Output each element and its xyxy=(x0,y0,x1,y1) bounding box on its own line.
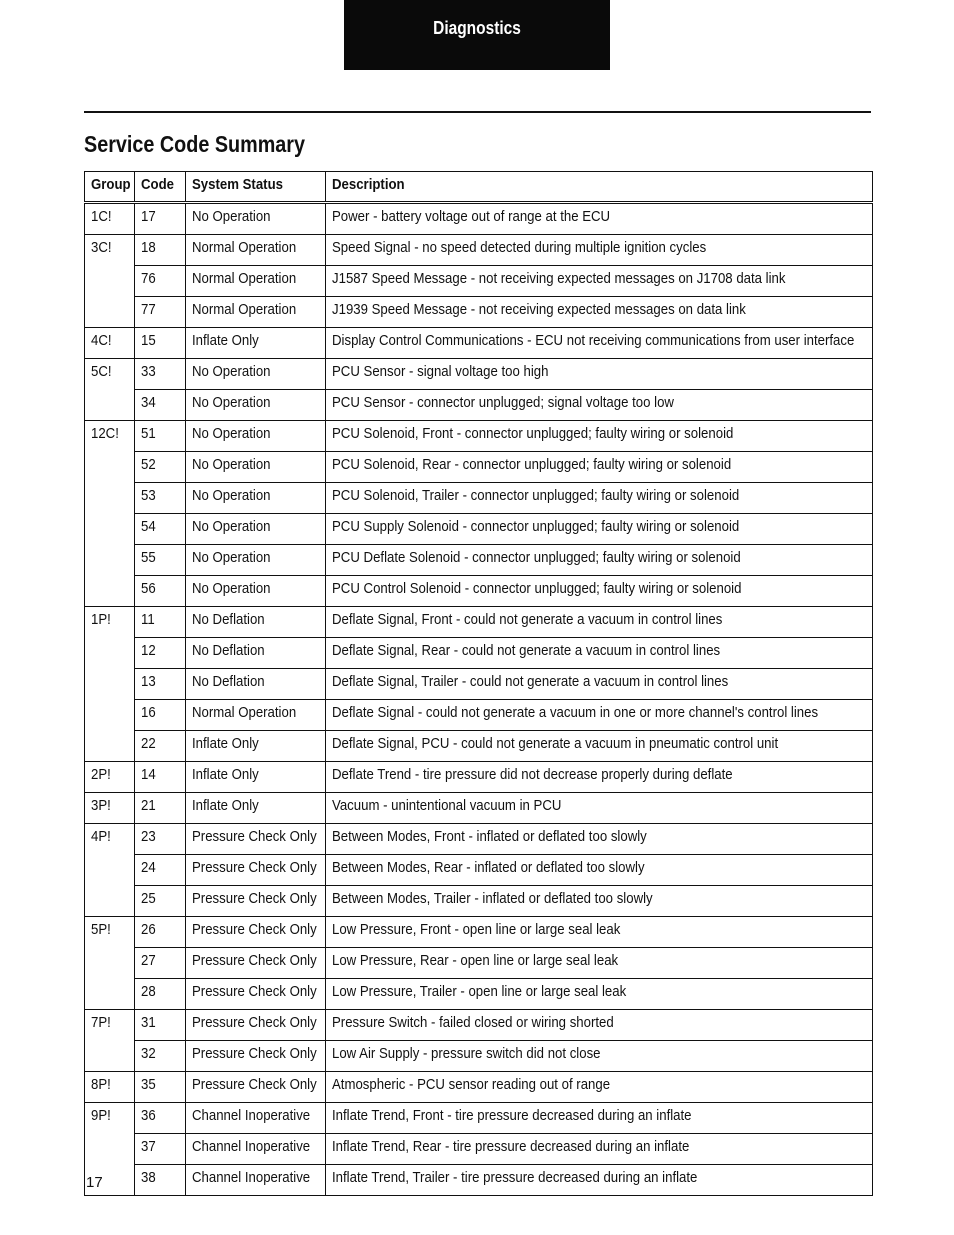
cell-code: 77 xyxy=(135,297,186,328)
table-header-row xyxy=(85,172,873,203)
cell-system-status: No Deflation xyxy=(186,638,326,669)
cell-code: 26 xyxy=(135,917,186,948)
cell-description: Deflate Signal - could not generate a vacuum in one or more channel's control lines xyxy=(326,700,873,731)
cell-group: 3C! xyxy=(85,235,135,328)
table-row xyxy=(85,762,873,793)
table-row xyxy=(85,1072,873,1103)
column-header-description: Description xyxy=(326,172,873,203)
page-number: 17 xyxy=(86,1174,103,1191)
cell-code: 24 xyxy=(135,855,186,886)
cell-system-status: Inflate Only xyxy=(186,793,326,824)
header-rule xyxy=(84,111,871,113)
cell-system-status: Channel Inoperative xyxy=(186,1103,326,1134)
cell-description: PCU Deflate Solenoid - connector unplugged; faulty wiring or solenoid xyxy=(326,545,873,576)
table-row xyxy=(85,390,873,421)
cell-group: 4P! xyxy=(85,824,135,917)
cell-code: 35 xyxy=(135,1072,186,1103)
cell-system-status: No Operation xyxy=(186,514,326,545)
cell-code: 33 xyxy=(135,359,186,390)
cell-system-status: No Deflation xyxy=(186,607,326,638)
cell-description: Deflate Signal, Rear - could not generate a vacuum in control lines xyxy=(326,638,873,669)
cell-code: 34 xyxy=(135,390,186,421)
cell-description: Low Pressure, Rear - open line or large seal leak xyxy=(326,948,873,979)
cell-description: Deflate Signal, PCU - could not generate a vacuum in pneumatic control unit xyxy=(326,731,873,762)
cell-group: 2P! xyxy=(85,762,135,793)
cell-description: Inflate Trend, Trailer - tire pressure decreased during an inflate xyxy=(326,1165,873,1196)
cell-system-status: No Operation xyxy=(186,452,326,483)
cell-group: 5C! xyxy=(85,359,135,421)
cell-group: 5P! xyxy=(85,917,135,1010)
cell-description: Power - battery voltage out of range at the ECU xyxy=(326,203,873,235)
cell-group: 12C! xyxy=(85,421,135,607)
cell-system-status: No Operation xyxy=(186,483,326,514)
cell-description: Low Air Supply - pressure switch did not close xyxy=(326,1041,873,1072)
cell-system-status: Normal Operation xyxy=(186,266,326,297)
section-tab xyxy=(344,0,610,70)
cell-system-status: Channel Inoperative xyxy=(186,1134,326,1165)
table-row xyxy=(85,793,873,824)
cell-system-status: Normal Operation xyxy=(186,297,326,328)
table-row xyxy=(85,266,873,297)
cell-description: J1939 Speed Message - not receiving expected messages on data link xyxy=(326,297,873,328)
cell-code: 53 xyxy=(135,483,186,514)
cell-description: PCU Solenoid, Rear - connector unplugged; faulty wiring or solenoid xyxy=(326,452,873,483)
table-row xyxy=(85,731,873,762)
cell-description: PCU Control Solenoid - connector unplugged; faulty wiring or solenoid xyxy=(326,576,873,607)
cell-system-status: No Operation xyxy=(186,359,326,390)
table-row xyxy=(85,483,873,514)
cell-system-status: Normal Operation xyxy=(186,235,326,266)
cell-code: 12 xyxy=(135,638,186,669)
cell-system-status: Pressure Check Only xyxy=(186,979,326,1010)
cell-group: 1P! xyxy=(85,607,135,762)
table-row xyxy=(85,1103,873,1134)
cell-group: 4C! xyxy=(85,328,135,359)
table-row xyxy=(85,886,873,917)
cell-system-status: Pressure Check Only xyxy=(186,886,326,917)
table-row xyxy=(85,514,873,545)
cell-description: Between Modes, Rear - inflated or deflated too slowly xyxy=(326,855,873,886)
page-title: Service Code Summary xyxy=(84,131,305,157)
cell-code: 37 xyxy=(135,1134,186,1165)
cell-description: Speed Signal - no speed detected during multiple ignition cycles xyxy=(326,235,873,266)
cell-system-status: Pressure Check Only xyxy=(186,855,326,886)
cell-code: 28 xyxy=(135,979,186,1010)
cell-system-status: Pressure Check Only xyxy=(186,948,326,979)
cell-system-status: No Deflation xyxy=(186,669,326,700)
cell-code: 22 xyxy=(135,731,186,762)
cell-code: 18 xyxy=(135,235,186,266)
table-row xyxy=(85,421,873,452)
table-row xyxy=(85,855,873,886)
table-row xyxy=(85,545,873,576)
cell-code: 52 xyxy=(135,452,186,483)
table-row xyxy=(85,203,873,235)
cell-code: 23 xyxy=(135,824,186,855)
table-row xyxy=(85,607,873,638)
cell-description: Vacuum - unintentional vacuum in PCU xyxy=(326,793,873,824)
table-row xyxy=(85,638,873,669)
cell-system-status: Inflate Only xyxy=(186,731,326,762)
table-row xyxy=(85,235,873,266)
table-row xyxy=(85,824,873,855)
cell-code: 56 xyxy=(135,576,186,607)
cell-system-status: No Operation xyxy=(186,576,326,607)
cell-description: Deflate Signal, Front - could not generate a vacuum in control lines xyxy=(326,607,873,638)
cell-description: Inflate Trend, Front - tire pressure decreased during an inflate xyxy=(326,1103,873,1134)
cell-code: 14 xyxy=(135,762,186,793)
table-row xyxy=(85,1134,873,1165)
cell-group: 9P! xyxy=(85,1103,135,1196)
cell-description: Between Modes, Front - inflated or deflated too slowly xyxy=(326,824,873,855)
table-row xyxy=(85,1165,873,1196)
cell-description: Display Control Communications - ECU not receiving communications from user interface xyxy=(326,328,873,359)
table-row xyxy=(85,979,873,1010)
cell-system-status: Pressure Check Only xyxy=(186,824,326,855)
cell-code: 13 xyxy=(135,669,186,700)
section-tab-label: Diagnostics xyxy=(433,18,521,38)
cell-system-status: Channel Inoperative xyxy=(186,1165,326,1196)
cell-code: 16 xyxy=(135,700,186,731)
table-row xyxy=(85,452,873,483)
column-header-code: Code xyxy=(135,172,186,203)
cell-description: Low Pressure, Front - open line or large seal leak xyxy=(326,917,873,948)
cell-system-status: Pressure Check Only xyxy=(186,1010,326,1041)
cell-description: J1587 Speed Message - not receiving expected messages on J1708 data link xyxy=(326,266,873,297)
service-code-table xyxy=(84,171,873,1196)
cell-group: 1C! xyxy=(85,203,135,235)
cell-code: 27 xyxy=(135,948,186,979)
cell-group: 8P! xyxy=(85,1072,135,1103)
cell-code: 32 xyxy=(135,1041,186,1072)
cell-system-status: No Operation xyxy=(186,545,326,576)
table-row xyxy=(85,576,873,607)
cell-description: PCU Solenoid, Front - connector unplugged; faulty wiring or solenoid xyxy=(326,421,873,452)
cell-system-status: Pressure Check Only xyxy=(186,917,326,948)
cell-group: 7P! xyxy=(85,1010,135,1072)
cell-description: PCU Supply Solenoid - connector unplugged; faulty wiring or solenoid xyxy=(326,514,873,545)
cell-system-status: No Operation xyxy=(186,390,326,421)
table-body xyxy=(85,203,873,1196)
column-header-system-status: System Status xyxy=(186,172,326,203)
table-row xyxy=(85,669,873,700)
cell-code: 15 xyxy=(135,328,186,359)
cell-code: 17 xyxy=(135,203,186,235)
cell-system-status: Normal Operation xyxy=(186,700,326,731)
cell-code: 76 xyxy=(135,266,186,297)
table-row xyxy=(85,948,873,979)
cell-code: 21 xyxy=(135,793,186,824)
cell-description: PCU Sensor - signal voltage too high xyxy=(326,359,873,390)
table-row xyxy=(85,917,873,948)
table-row xyxy=(85,359,873,390)
cell-code: 38 xyxy=(135,1165,186,1196)
cell-description: Pressure Switch - failed closed or wiring shorted xyxy=(326,1010,873,1041)
table-row xyxy=(85,1041,873,1072)
cell-description: Deflate Trend - tire pressure did not decrease properly during deflate xyxy=(326,762,873,793)
cell-code: 36 xyxy=(135,1103,186,1134)
column-header-group: Group xyxy=(85,172,135,203)
table-row xyxy=(85,1010,873,1041)
cell-system-status: No Operation xyxy=(186,203,326,235)
table-row xyxy=(85,700,873,731)
cell-system-status: Inflate Only xyxy=(186,762,326,793)
cell-description: Inflate Trend, Rear - tire pressure decreased during an inflate xyxy=(326,1134,873,1165)
cell-description: Between Modes, Trailer - inflated or deflated too slowly xyxy=(326,886,873,917)
cell-code: 51 xyxy=(135,421,186,452)
cell-system-status: Inflate Only xyxy=(186,328,326,359)
cell-system-status: Pressure Check Only xyxy=(186,1041,326,1072)
cell-code: 54 xyxy=(135,514,186,545)
cell-system-status: No Operation xyxy=(186,421,326,452)
table-row xyxy=(85,328,873,359)
cell-description: PCU Sensor - connector unplugged; signal voltage too low xyxy=(326,390,873,421)
cell-code: 55 xyxy=(135,545,186,576)
cell-description: Low Pressure, Trailer - open line or large seal leak xyxy=(326,979,873,1010)
cell-system-status: Pressure Check Only xyxy=(186,1072,326,1103)
cell-code: 25 xyxy=(135,886,186,917)
cell-code: 31 xyxy=(135,1010,186,1041)
cell-group: 3P! xyxy=(85,793,135,824)
table-row xyxy=(85,297,873,328)
cell-description: PCU Solenoid, Trailer - connector unplugged; faulty wiring or solenoid xyxy=(326,483,873,514)
cell-description: Deflate Signal, Trailer - could not generate a vacuum in control lines xyxy=(326,669,873,700)
cell-code: 11 xyxy=(135,607,186,638)
cell-description: Atmospheric - PCU sensor reading out of range xyxy=(326,1072,873,1103)
